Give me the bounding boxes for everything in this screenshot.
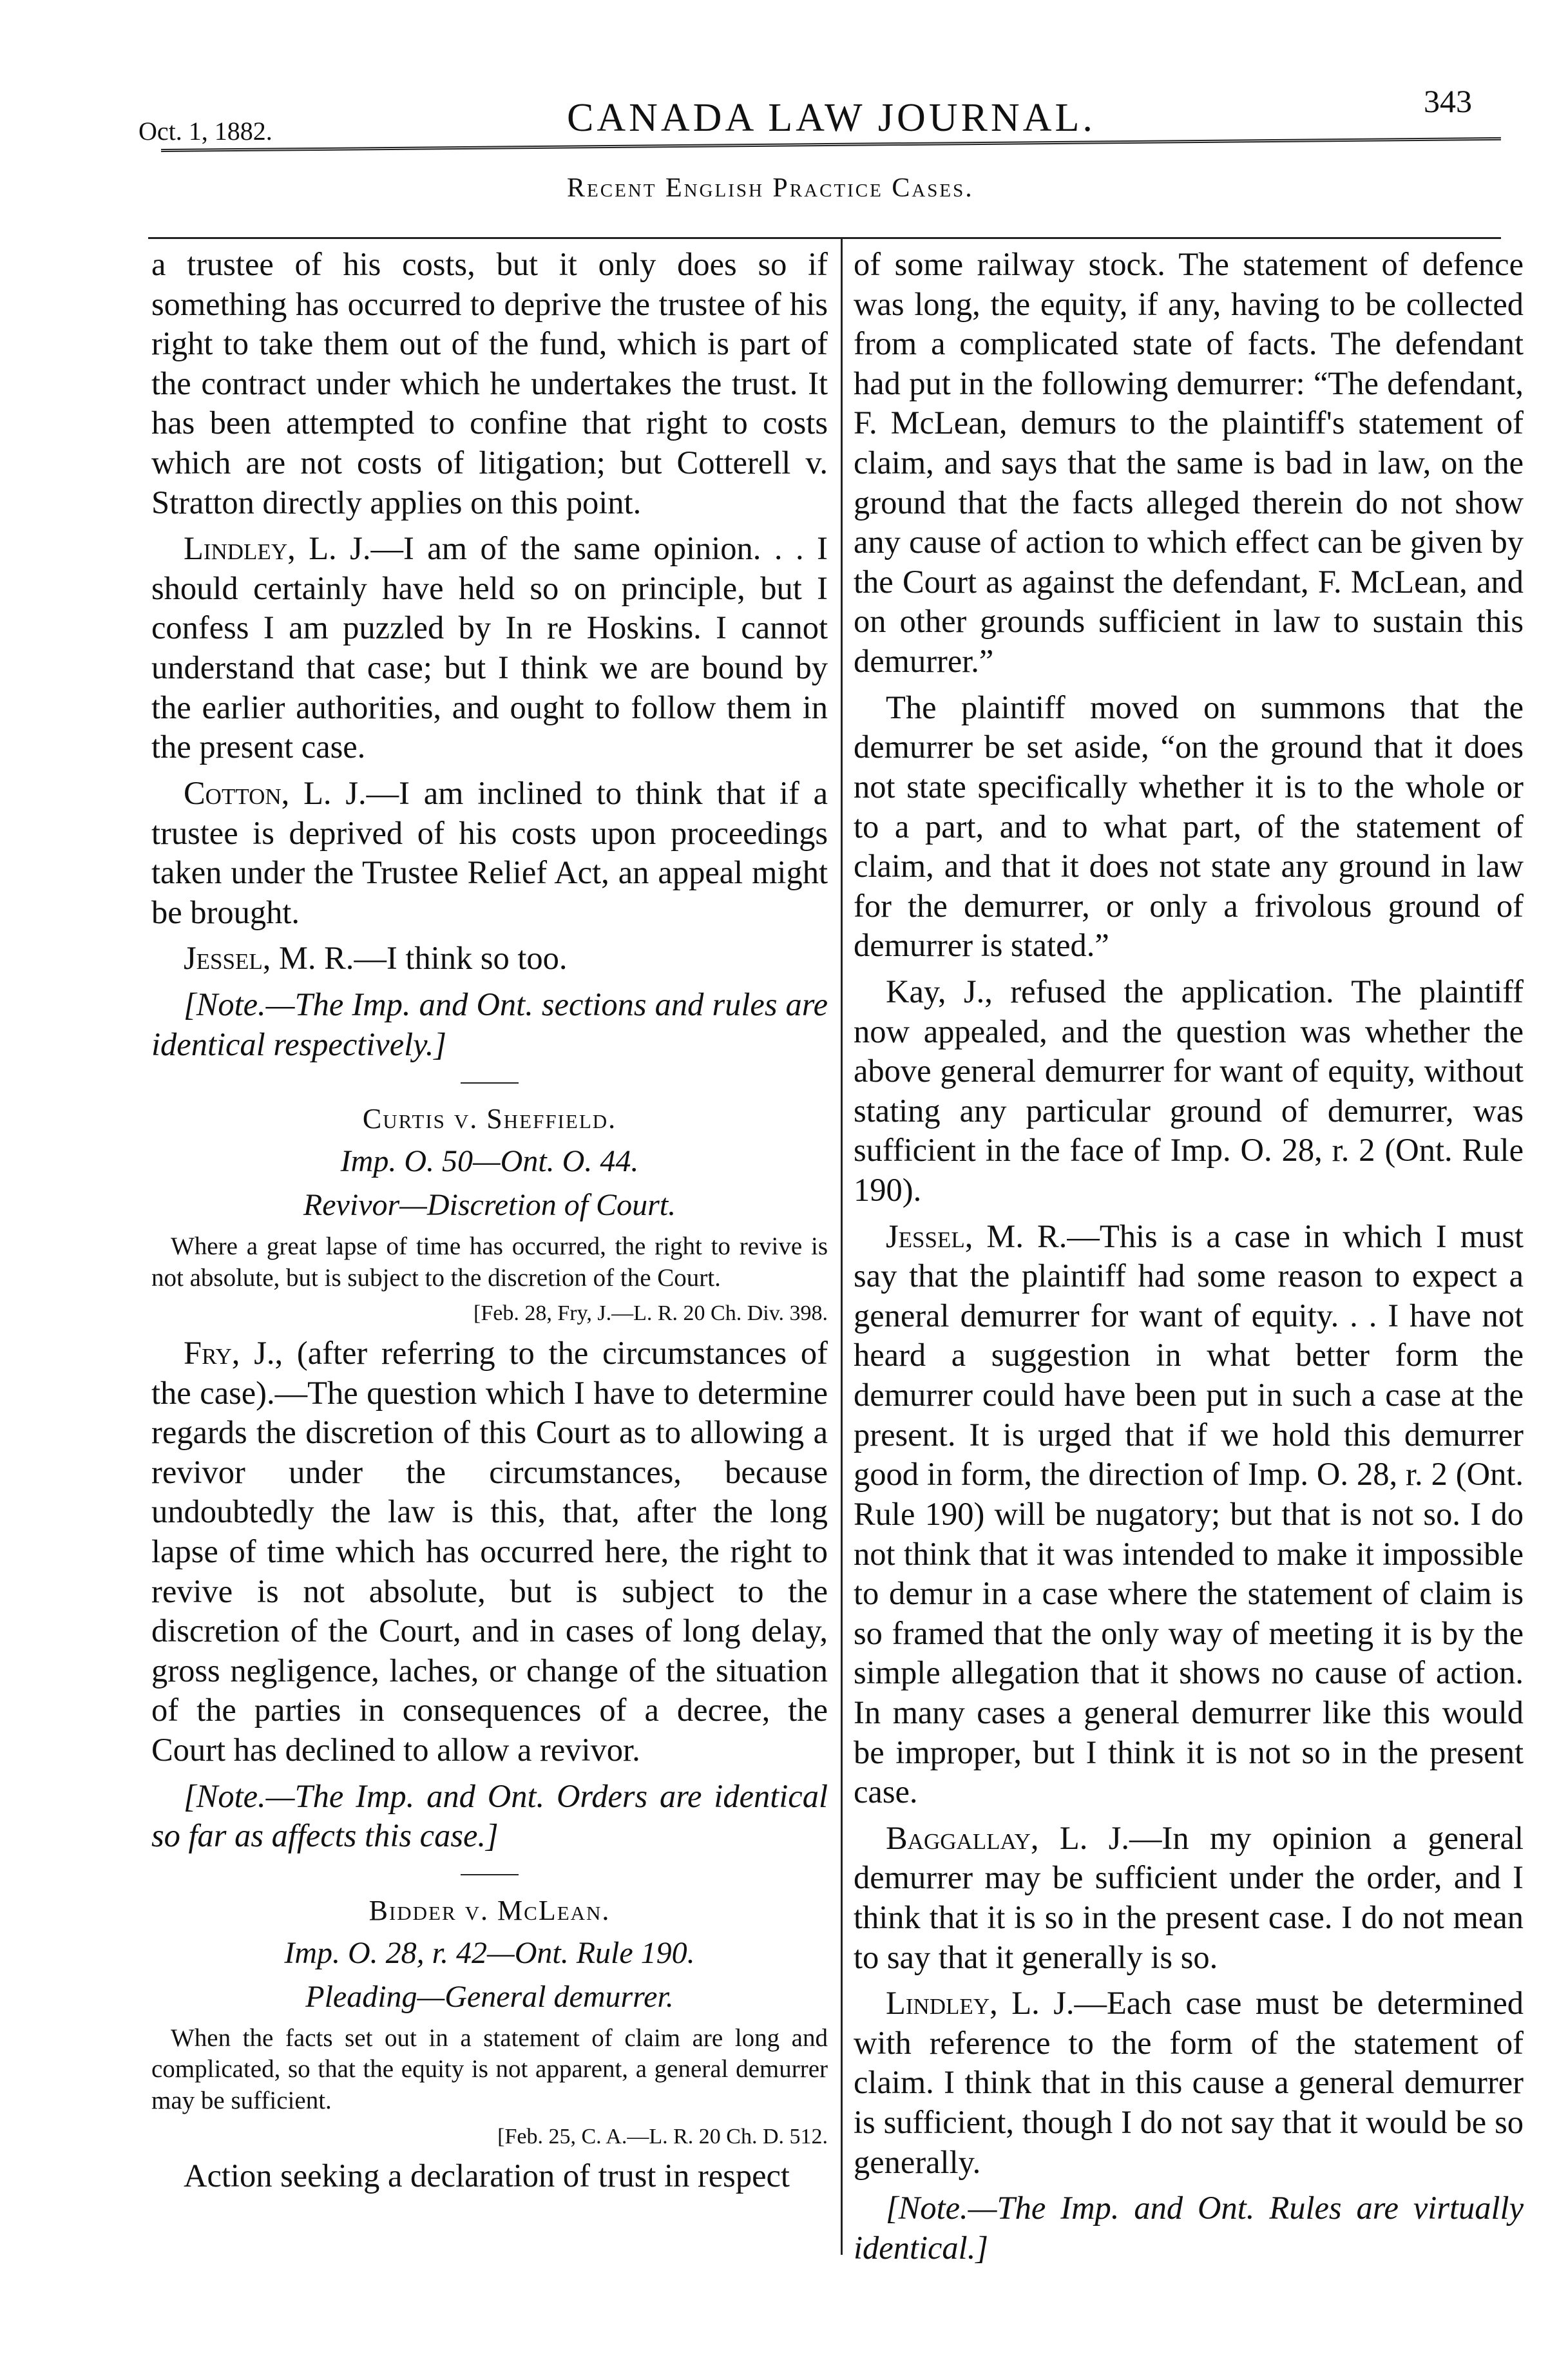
- judgment-paragraph: [854, 1819, 1524, 1977]
- column-divider: [841, 238, 843, 2255]
- top-rule: [148, 237, 1501, 239]
- journal-title: CANADA LAW JOURNAL.: [567, 96, 1096, 140]
- judgment-text: —I am inclined to think that if a trustee is deprived of his costs upon proceedings taken under the Trustee Relief Act, an appeal might be brought.: [151, 774, 828, 930]
- page-header: [0, 0, 1568, 206]
- case-citation: [Feb. 28, Fry, J.—L. R. 20 Ch. Div. 398.: [473, 1301, 828, 1326]
- judgment-paragraph: [151, 529, 828, 767]
- case-subject: Pleading—General demurrer.: [305, 1980, 674, 2015]
- case-subject: Revivor—Discretion of Court.: [303, 1188, 676, 1223]
- page-number: 343: [1424, 83, 1472, 119]
- case-rule: Imp. O. 50—Ont. O. 44.: [340, 1144, 639, 1178]
- editorial-note: [Note.—The Imp. and Ont. Rules are virtually identical.]: [854, 2190, 1524, 2266]
- judgment-text: —This is a case in which I must say that the plaintiff had some reason to expect a general demurrer for want of equity. . . I have not heard a suggestion in what better form the demurrer could have been put in such a case at the present. It is urged that if we hold this demurrer good in form, the direction of Imp. O. 28, r. 2 (Ont. Rule 190) will be nugatory; but that is not so. I do not think that it was intended to make it impossible to demur in a case where the statement of claim is so framed that the only way of meeting it is by the simple allegation that it shows no cause of action. In many cases a general demurrer like this would be improper, but I think it is not so in the present case.: [854, 1218, 1524, 1810]
- editorial-note: [Note.—The Imp. and Ont. sections and rules are identical respectively.]: [151, 986, 828, 1062]
- judgment-paragraph: [151, 774, 828, 932]
- judge-name: Jessel, M. R.: [184, 940, 354, 977]
- case-rule: Imp. O. 28, r. 42—Ont. Rule 190.: [284, 1935, 695, 1970]
- judgment-text: —Each case must be determined with reference to the form of the statement of claim. I think that in this cause a general demurrer is sufficient, though I do not say that it would be so generally.: [854, 1985, 1524, 2180]
- judge-name: Lindley, L. J.: [886, 1985, 1075, 2022]
- editorial-note: [Note.—The Imp. and Ont. Orders are identical so far as affects this case.]: [151, 1777, 828, 1854]
- judge-name: Jessel, M. R.: [886, 1218, 1067, 1254]
- judgment-text: —I am of the same opinion. . . I should certainly have held so on principle, but I confess I am puzzled by In re Hoskins. I cannot understand that case; but I think we are bound by the earlier authorities, and ought to follow them in the present case.: [151, 530, 828, 765]
- judge-name: Baggallay, L. J.: [886, 1819, 1130, 1856]
- case-citation: [Feb. 25, C. A.—L. R. 20 Ch. D. 512.: [497, 2124, 828, 2149]
- paragraph: of some railway stock. The statement of defence was long, the equity, if any, having to be collected from a complicated state of facts. The defendant had put in the following demurrer: “The defendant, F. McLean, demurs to the plaintiff's statement of claim, and says that the same is bad in law, on the ground that the facts alleged therein do not show any cause of action to which effect can be given by the Court as against the defendant, F. McLean, and on other grounds sufficient in law to sustain this demurrer.”: [854, 246, 1524, 680]
- right-column: [854, 245, 1524, 2274]
- judgment-paragraph: [854, 1984, 1524, 2182]
- issue-date: Oct. 1, 1882.: [139, 117, 272, 146]
- left-column: [151, 245, 828, 2203]
- case-title: Bidder v. McLean.: [368, 1894, 611, 1926]
- paragraph: a trustee of his costs, but it only does so if something has occurred to deprive the trustee of his right to take them out of the fund, which is part of the contract under which he undertakes the trust. It has been attempted to confine that right to costs which are not costs of litigation; but Cotterell v. Stratton directly applies on this point.: [151, 246, 828, 521]
- judge-name: Cotton, L. J.: [184, 774, 367, 811]
- judgment-paragraph: [151, 939, 828, 979]
- paragraph: Action seeking a declaration of trust in respect: [184, 2158, 790, 2194]
- paragraph: The plaintiff moved on summons that the demurrer be set aside, “on the ground that it does not state specifically whether it is to the whole or to a part, and to what part, of the statement of claim, and that it does not state any ground in law for the demurrer, or only a frivolous ground of demurrer is stated.”: [854, 689, 1524, 964]
- judge-name: Lindley, L. J.: [184, 530, 371, 567]
- case-title: Curtis v. Sheffield.: [362, 1103, 617, 1135]
- section-title: Recent English Practice Cases.: [567, 173, 974, 203]
- judge-name: Fry, J.: [184, 1334, 275, 1371]
- judgment-text: , (after referring to the circumstances of the case).—The question which I have to determine regards the discretion of this Court as to allowing a revivor under the circumstances, because undoubtedly the law is this, that, after the long lapse of time which has occurred here, the right to revive is not absolute, but is subject to the discretion of the Court, and in cases of long delay, gross negligence, laches, or change of the situation of the parties in consequences of a decree, the Court has declined to allow a revivor.: [151, 1334, 828, 1768]
- separator: [461, 1082, 519, 1084]
- judgment-paragraph: [151, 1334, 828, 1770]
- separator: [461, 1874, 519, 1875]
- paragraph: Kay, J., refused the application. The plaintiff now appealed, and the question was whether the above general demurrer for want of equity, without stating any particular ground of demurrer, was sufficient in the face of Imp. O. 28, r. 2 (Ont. Rule 190).: [854, 973, 1524, 1209]
- judgment-text: —I think so too.: [354, 940, 568, 977]
- case-headnote: When the facts set out in a statement of claim are long and complicated, so that the equity is not apparent, a general demurrer may be sufficient.: [151, 2024, 828, 2115]
- judgment-paragraph: [854, 1217, 1524, 1812]
- judgment-text: —In my opinion a general demurrer may be sufficient under the order, and I think that it is so in the present case. I do not mean to say that it generally is so.: [854, 1819, 1524, 1975]
- case-headnote: Where a great lapse of time has occurred, the right to revive is not absolute, but is subject to the discretion of the Court.: [151, 1232, 828, 1292]
